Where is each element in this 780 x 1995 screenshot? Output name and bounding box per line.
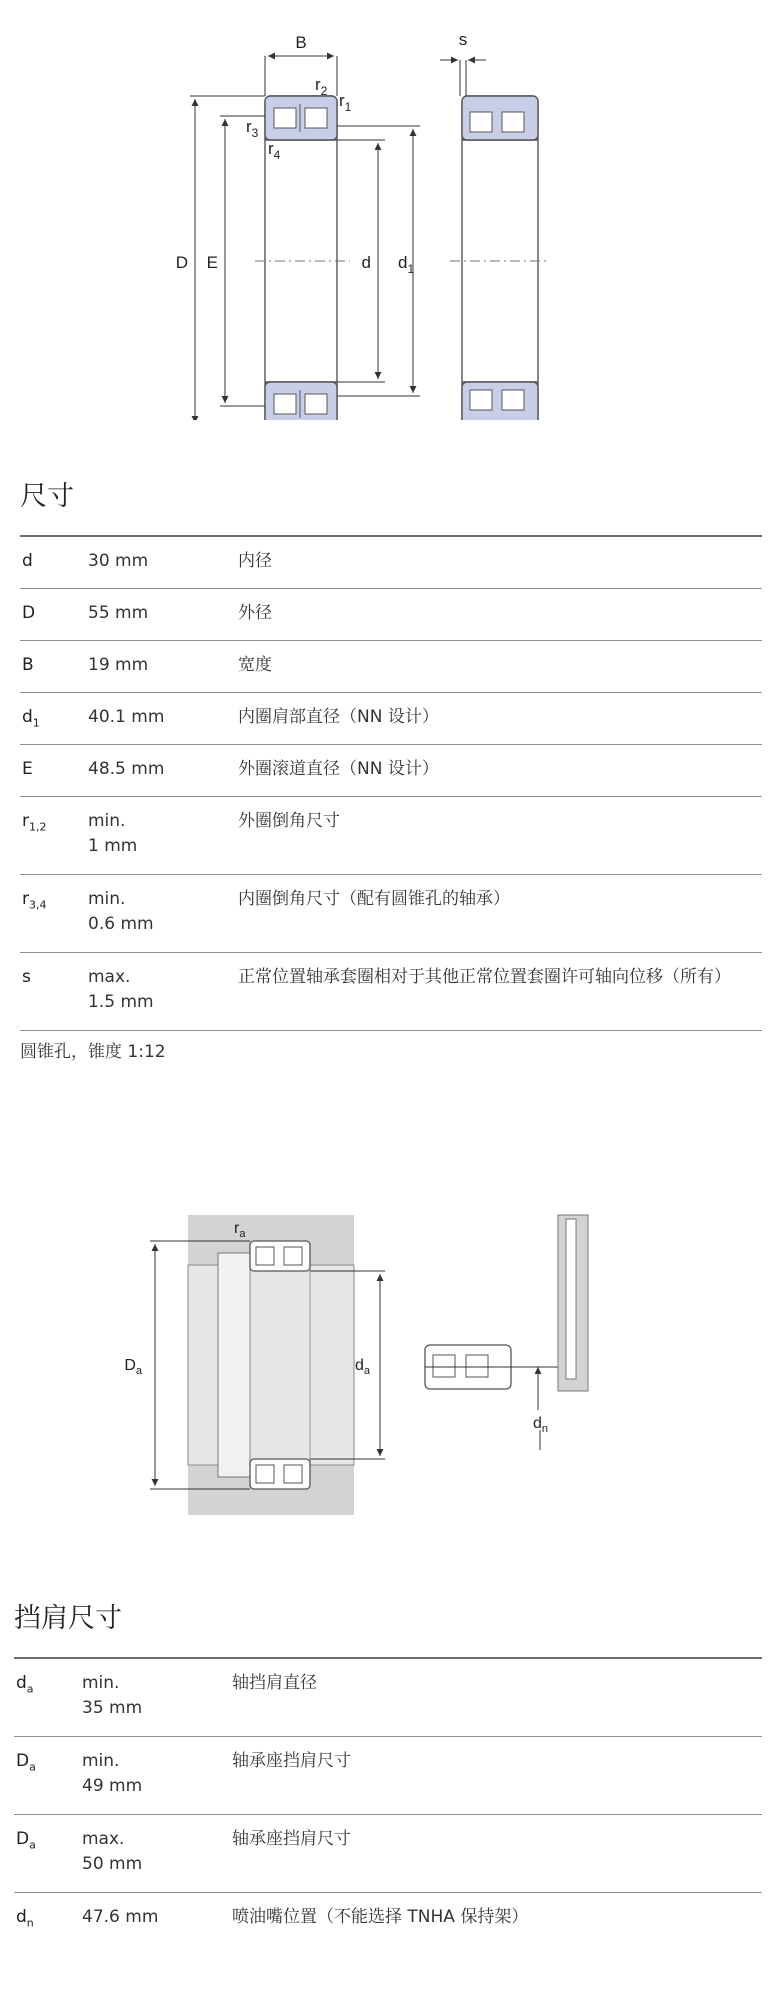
row-value [82, 1671, 232, 1721]
row-symbol-main: E [22, 759, 33, 779]
table-row [20, 797, 762, 875]
row-symbol [20, 887, 88, 917]
table-row [14, 1659, 762, 1737]
abutment-title: 挡肩尺寸 [14, 1596, 762, 1659]
row-symbol-sub: a [29, 1760, 36, 1774]
row-symbol [20, 653, 88, 678]
row-value-line1: 55 mm [88, 603, 149, 623]
table-row [20, 875, 762, 953]
row-symbol-main: s [22, 967, 31, 987]
table-row [20, 641, 762, 693]
row-description: 正常位置轴承套圈相对于其他正常位置套圈许可轴向位移（所有） [238, 967, 731, 987]
row-description: 内圈肩部直径（NN 设计） [238, 707, 439, 727]
row-description: 外圈滚道直径（NN 设计） [238, 759, 439, 779]
row-value [88, 601, 238, 626]
row-description: 外圈倒角尺寸 [238, 811, 340, 831]
row-value [88, 653, 238, 678]
label-d: d [361, 253, 371, 272]
row-symbol-main: D [16, 1751, 30, 1771]
row-value [88, 887, 238, 937]
row-symbol-sub: a [29, 1838, 36, 1852]
label-r1: $r_1$ [339, 91, 352, 114]
row-value-line1: min. [88, 811, 126, 831]
row-value-line1: 19 mm [88, 655, 149, 675]
row-symbol-main: D [22, 603, 36, 623]
row-value-line1: 30 mm [88, 551, 149, 571]
row-symbol [20, 965, 88, 990]
label-E: E [206, 253, 218, 272]
row-symbol [14, 1671, 82, 1701]
row-value [82, 1827, 232, 1877]
bearing-dimension-diagram [0, 20, 780, 420]
row-symbol-sub: a [26, 1682, 34, 1696]
row-description: 内径 [238, 551, 272, 571]
row-value-line1: min. [82, 1673, 120, 1693]
bottom-roller-set [265, 382, 337, 420]
dimensions-title: 尺寸 [20, 474, 762, 537]
bearing-dimension-drawing [0, 20, 780, 420]
row-value [88, 809, 238, 859]
row-value [88, 705, 238, 730]
row-description: 轴挡肩直径 [232, 1673, 317, 1693]
row-symbol-sub: 1 [32, 716, 40, 730]
label-ra: $r_a$ [234, 1220, 246, 1240]
abutment-drawing [0, 1205, 780, 1535]
row-symbol-main: r [22, 811, 29, 831]
row-value-line1: min. [82, 1751, 120, 1771]
row-symbol [14, 1827, 82, 1857]
row-value-line2: 1.5 mm [88, 992, 154, 1012]
table-row [20, 745, 762, 797]
row-symbol-main: d [22, 551, 33, 571]
row-value-line1: max. [88, 967, 131, 987]
row-symbol-sub: 1,2 [29, 820, 47, 834]
row-value-line2: 50 mm [82, 1854, 143, 1874]
row-value [82, 1749, 232, 1799]
shaft [188, 1265, 354, 1465]
right-top-roller-set [462, 96, 538, 140]
label-D: D [175, 253, 188, 272]
row-value-line1: 48.5 mm [88, 759, 165, 779]
row-symbol-main: d [16, 1673, 27, 1693]
row-symbol-main: d [16, 1907, 27, 1927]
row-value-line2: 1 mm [88, 836, 138, 856]
table-row [20, 537, 762, 589]
row-value-line1: max. [82, 1829, 125, 1849]
label-d1: $d_1$ [398, 253, 415, 276]
right-bottom-roller-set [462, 382, 538, 420]
row-value [88, 549, 238, 574]
row-value [88, 965, 238, 1015]
label-B: B [295, 33, 307, 52]
abutment-table [14, 1659, 762, 1945]
row-symbol [20, 705, 88, 735]
row-value [82, 1905, 232, 1930]
row-value-line2: 0.6 mm [88, 914, 154, 934]
label-r4: $r_4$ [268, 139, 281, 162]
row-symbol [14, 1905, 82, 1935]
label-r3: $r_3$ [246, 117, 259, 140]
row-symbol [20, 601, 88, 626]
row-symbol [14, 1749, 82, 1779]
table-row [14, 1737, 762, 1815]
row-value-line1: min. [88, 889, 126, 909]
row-description: 外径 [238, 603, 272, 623]
row-description: 内圈倒角尺寸（配有圆锥孔的轴承） [238, 889, 510, 909]
table-row [20, 589, 762, 641]
row-symbol-main: B [22, 655, 34, 675]
row-symbol [20, 809, 88, 839]
row-value-line1: 40.1 mm [88, 707, 165, 727]
row-description: 宽度 [238, 655, 272, 675]
table-row [14, 1893, 762, 1945]
row-value-line2: 49 mm [82, 1776, 143, 1796]
table-row [14, 1815, 762, 1893]
row-description: 轴承座挡肩尺寸 [232, 1751, 351, 1771]
dimensions-section [20, 474, 762, 1062]
top-roller-set [265, 96, 337, 140]
label-Da: $D_a$ [124, 1357, 142, 1377]
row-symbol-main: r [22, 889, 29, 909]
row-symbol [20, 757, 88, 782]
row-description: 喷油嘴位置（不能选择 TNHA 保持架） [232, 1907, 529, 1927]
row-symbol-sub: 3,4 [29, 898, 47, 912]
row-description: 轴承座挡肩尺寸 [232, 1829, 351, 1849]
table-row [20, 953, 762, 1031]
row-value-line1: 47.6 mm [82, 1907, 159, 1927]
abutment-section [14, 1596, 762, 1945]
label-r2: $r_2$ [315, 75, 328, 98]
row-symbol-main: D [16, 1829, 30, 1849]
label-s: s [458, 30, 468, 49]
tapered-bore-note: 圆锥孔，锥度 1:12 [20, 1042, 166, 1062]
label-da: $d_a$ [354, 1357, 370, 1377]
dimensions-table [20, 537, 762, 1031]
row-symbol-sub: n [26, 1916, 34, 1930]
abutment-diagram [0, 1205, 780, 1535]
row-symbol [20, 549, 88, 574]
label-dn: $d_n$ [533, 1415, 549, 1435]
table-row [20, 693, 762, 745]
row-value-line2: 35 mm [82, 1698, 143, 1718]
row-value [88, 757, 238, 782]
row-symbol-main: d [22, 707, 33, 727]
